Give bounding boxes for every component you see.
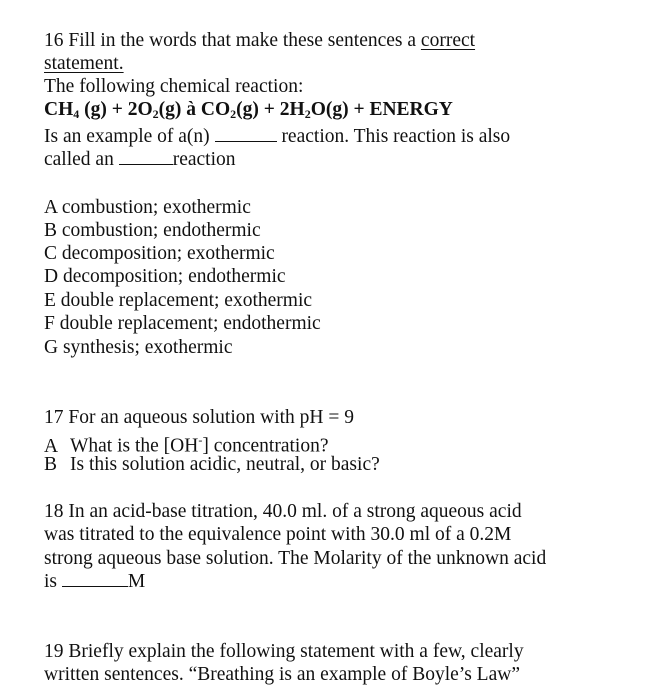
q16-equation: [44, 98, 453, 121]
q17-a-superscript: -: [198, 433, 203, 447]
q16-sentence-1: [44, 125, 510, 148]
q19-line-1: 19 Briefly explain the following statement with a few, clearly: [44, 641, 524, 662]
q18-line-3: strong aqueous base solution. The Molarity of the unknown acid: [44, 548, 547, 569]
q16-option-b[interactable]: B combustion; endothermic: [44, 220, 261, 241]
q18-blank[interactable]: [62, 571, 128, 587]
eq-subscript: 2: [230, 107, 237, 121]
q16-intro: The following chemical reaction:: [44, 76, 304, 97]
eq-part: (g) + 2O: [79, 99, 153, 120]
q17-part-b: [44, 453, 380, 476]
q16-blank-2[interactable]: [119, 149, 173, 165]
q16-option-d[interactable]: D decomposition; endothermic: [44, 266, 286, 287]
q17-title: 17 For an aqueous solution with pH = 9: [44, 407, 354, 428]
eq-subscript: 2: [152, 107, 159, 121]
q16-option-c[interactable]: C decomposition; exothermic: [44, 243, 275, 264]
q16-text: reaction. This reaction is also: [276, 126, 511, 147]
q16-text: called an: [44, 149, 119, 170]
q17-a-text: What is the [OH: [70, 435, 199, 457]
eq-subscript: 2: [304, 107, 311, 121]
q16-title-underlined: correct: [420, 30, 476, 51]
q16-title-cont: statement.: [44, 53, 124, 74]
q17-a-text2: ] concentration?: [202, 435, 329, 457]
q18-line-4: [44, 570, 145, 593]
eq-part: (g) à CO: [158, 99, 231, 120]
q18-line-2: was titrated to the equivalence point with 30.0 ml of a 0.2M: [44, 524, 512, 545]
q18-line-1: 18 In an acid-base titration, 40.0 ml. of a strong aqueous acid: [44, 501, 522, 522]
q16-text: reaction: [172, 149, 236, 170]
q16-option-g[interactable]: G synthesis; exothermic: [44, 337, 233, 358]
eq-part: (g) + 2H: [236, 99, 305, 120]
eq-part: CH: [44, 99, 74, 120]
q16-option-e[interactable]: E double replacement; exothermic: [44, 290, 313, 311]
q16-text: Is an example of a(n): [44, 126, 215, 147]
q18-text: is: [44, 571, 62, 592]
eq-subscript: 4: [73, 107, 80, 121]
q16-title: [44, 29, 475, 52]
q16-title-text: 16 Fill in the words that make these sentences a: [44, 30, 421, 51]
q16-blank-1[interactable]: [215, 126, 277, 142]
q17-b-text: Is this solution acidic, neutral, or basic?: [70, 454, 380, 475]
q17-b-label: B: [44, 454, 58, 475]
q18-text: M: [127, 571, 146, 592]
q16-option-a[interactable]: A combustion; exothermic: [44, 197, 251, 218]
q19-line-2: written sentences. “Breathing is an example of Boyle’s Law”: [44, 664, 520, 685]
q16-sentence-2: [44, 148, 236, 171]
q17-a-label: A: [44, 435, 59, 457]
q16-option-f[interactable]: F double replacement; endothermic: [44, 313, 321, 334]
eq-part: O(g) + ENERGY: [310, 99, 453, 120]
